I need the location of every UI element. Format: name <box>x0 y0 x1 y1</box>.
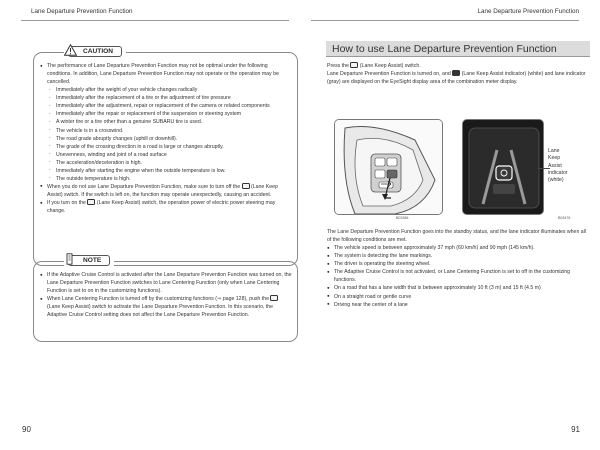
caution-box <box>33 48 298 266</box>
caution-item-3-text-b: (Lane Keep Assist) switch, the operation power of electric power steering may change. <box>47 200 276 215</box>
caution-tag <box>68 46 122 57</box>
note-item-2-text-a: When Lane Centering Function is turned off by the customizing functions (⇒ page 128), push the <box>47 296 269 303</box>
intro-line-2-b: (Lane Keep Assist indicator) (white) and lane indicator (gray) are displayed on the EyeSight display area of the combination meter display. <box>327 71 586 86</box>
caution-sub-item: - Immediately after the adjustment, repair or replacement of the camera or related components <box>47 102 292 110</box>
caution-sub-item: - The grade of the crossing direction in a road is large or changes abruptly. <box>47 143 292 151</box>
warning-triangle-icon <box>64 44 77 56</box>
note-item-1: ● If the Adaptive Cruise Control is activated after the Lane Departure Prevention Function was turned on, the Lane Departure Prevention Function switches to Lane Centering Function (only when Lane Centering Function is set to on in the customizing functions). <box>40 271 292 295</box>
caution-sub-item: - Immediately after the replacement of a tire or the adjustment of tire pressure <box>47 94 292 102</box>
condition-item: ● Driving near the center of a lane <box>327 301 589 309</box>
caution-sub-item: - A winter tire or a tire other than a genuine SUBARU tire is used. <box>47 118 292 126</box>
page-number-left: 90 <box>22 425 31 434</box>
callout-line: indicator <box>548 169 568 176</box>
intro-line-1-b: (Lane Keep Assist) switch. <box>359 63 421 69</box>
caution-sub-item: - Unevenness, winding and joint of a road surface <box>47 151 292 159</box>
callout-line: Assist <box>548 162 562 169</box>
caution-label: CAUTION <box>83 48 114 55</box>
caution-item-2-text-a: When you do not use Lane Departure Prevention Function, make sure to turn off the <box>47 183 241 190</box>
meter-display-figure <box>462 119 544 215</box>
note-box <box>33 257 298 342</box>
standby-section <box>327 228 589 309</box>
left-header-rule <box>21 20 289 21</box>
condition-item: ● On a straight road or gentle curve <box>327 293 589 301</box>
intro-line-2-a: Lane Departure Prevention Function is turned on, and <box>327 71 451 78</box>
lane-keep-assist-switch-icon <box>87 199 95 205</box>
figure-1-code: B03386 <box>396 216 409 220</box>
intro-line-1-a: Press the <box>327 63 349 69</box>
figure-2-code: B03476 <box>558 216 571 220</box>
lane-keep-assist-switch-icon <box>242 183 250 189</box>
right-header-rule <box>311 20 579 21</box>
standby-text: The Lane Departure Prevention Function goes into the standby status, and the lane indicator illuminates when all of the following conditions are met. <box>327 229 586 244</box>
meter-display-illustration <box>463 120 544 215</box>
page-number-right: 91 <box>571 425 580 434</box>
steering-wheel-illustration <box>335 120 443 215</box>
caution-item-3-text-a: If you turn on the <box>47 200 86 207</box>
caution-sub-item: - The road grade abruptly changes (uphill or downhill). <box>47 135 292 143</box>
caution-sub-item: - Immediately after starting the engine when the outside temperature is low. <box>47 167 292 175</box>
condition-item: ● The driver is operating the steering wheel. <box>327 260 589 268</box>
note-tag <box>68 255 110 266</box>
intro-line-2 <box>327 70 589 86</box>
lane-keep-assist-switch-icon <box>350 62 358 68</box>
callout-line: Keep <box>548 155 561 162</box>
condition-item: ● The system is detecting the lane markings. <box>327 252 589 260</box>
note-label: NOTE <box>83 257 102 264</box>
caution-item-1-text: The performance of Lane Departure Prevention Function may not be optimal under the following conditions. In addition, Lane Departure Prevention Function may not operate or the operation may be cancelled. <box>47 63 279 86</box>
condition-item: ● The vehicle speed is between approximately 37 mph (60 km/h) and 90 mph (145 km/h). <box>327 244 589 252</box>
right-running-header: Lane Departure Prevention Function <box>477 8 579 15</box>
lane-keep-assist-indicator-icon <box>452 70 460 76</box>
condition-item: ● The Adaptive Cruise Control is not activated, or Lane Centering Function is set to off in the customizing functions. <box>327 268 589 284</box>
condition-item: ● On a road that has a lane width that is between approximately 10 ft (3 m) and 15 ft (4.5 m) <box>327 284 589 292</box>
section-title: How to use Lane Departure Prevention Function <box>326 41 590 57</box>
note-pencil-icon <box>64 253 75 265</box>
conditions-list <box>327 244 589 309</box>
callout-line: (white) <box>548 177 564 184</box>
steering-switch-figure <box>334 119 443 215</box>
caution-sub-item: - The outside temperature is high. <box>47 175 292 183</box>
left-running-header: Lane Departure Prevention Function <box>31 8 133 15</box>
caution-sub-item: - Immediately after the weight of your vehicle changes radically <box>47 86 292 94</box>
caution-header <box>64 46 126 57</box>
callout-line: Lane <box>548 148 560 154</box>
caution-sub-list <box>47 86 292 183</box>
caution-sub-item: - The acceleration/deceleration is high. <box>47 159 292 167</box>
caution-item-2-text-b: (Lane Keep Assist) switch. If the switch is left on, the function may operate unexpectedly, causing an accident. <box>47 183 278 198</box>
intro-line-1 <box>327 62 589 70</box>
caution-item-1 <box>40 62 292 183</box>
note-item-2 <box>40 295 292 319</box>
indicator-callout <box>548 148 568 184</box>
caution-sub-item: - Immediately after the repair or replacement of the suspension or steering system <box>47 110 292 118</box>
caution-sub-item: - The vehicle is in a crosswind. <box>47 127 292 135</box>
caution-item-3 <box>40 199 292 215</box>
lane-keep-assist-switch-icon <box>270 295 278 301</box>
note-body <box>40 271 292 319</box>
caution-body <box>40 62 292 215</box>
note-header <box>64 255 114 266</box>
section-intro <box>327 62 589 86</box>
note-item-2-text-b: (Lane Keep Assist) switch to activate the Lane Departure Prevention Function. In this scenario, the Adaptive Cruise Control setting does not affect the Lane Departure Prevention Function. <box>47 304 274 319</box>
caution-item-2 <box>40 183 292 199</box>
